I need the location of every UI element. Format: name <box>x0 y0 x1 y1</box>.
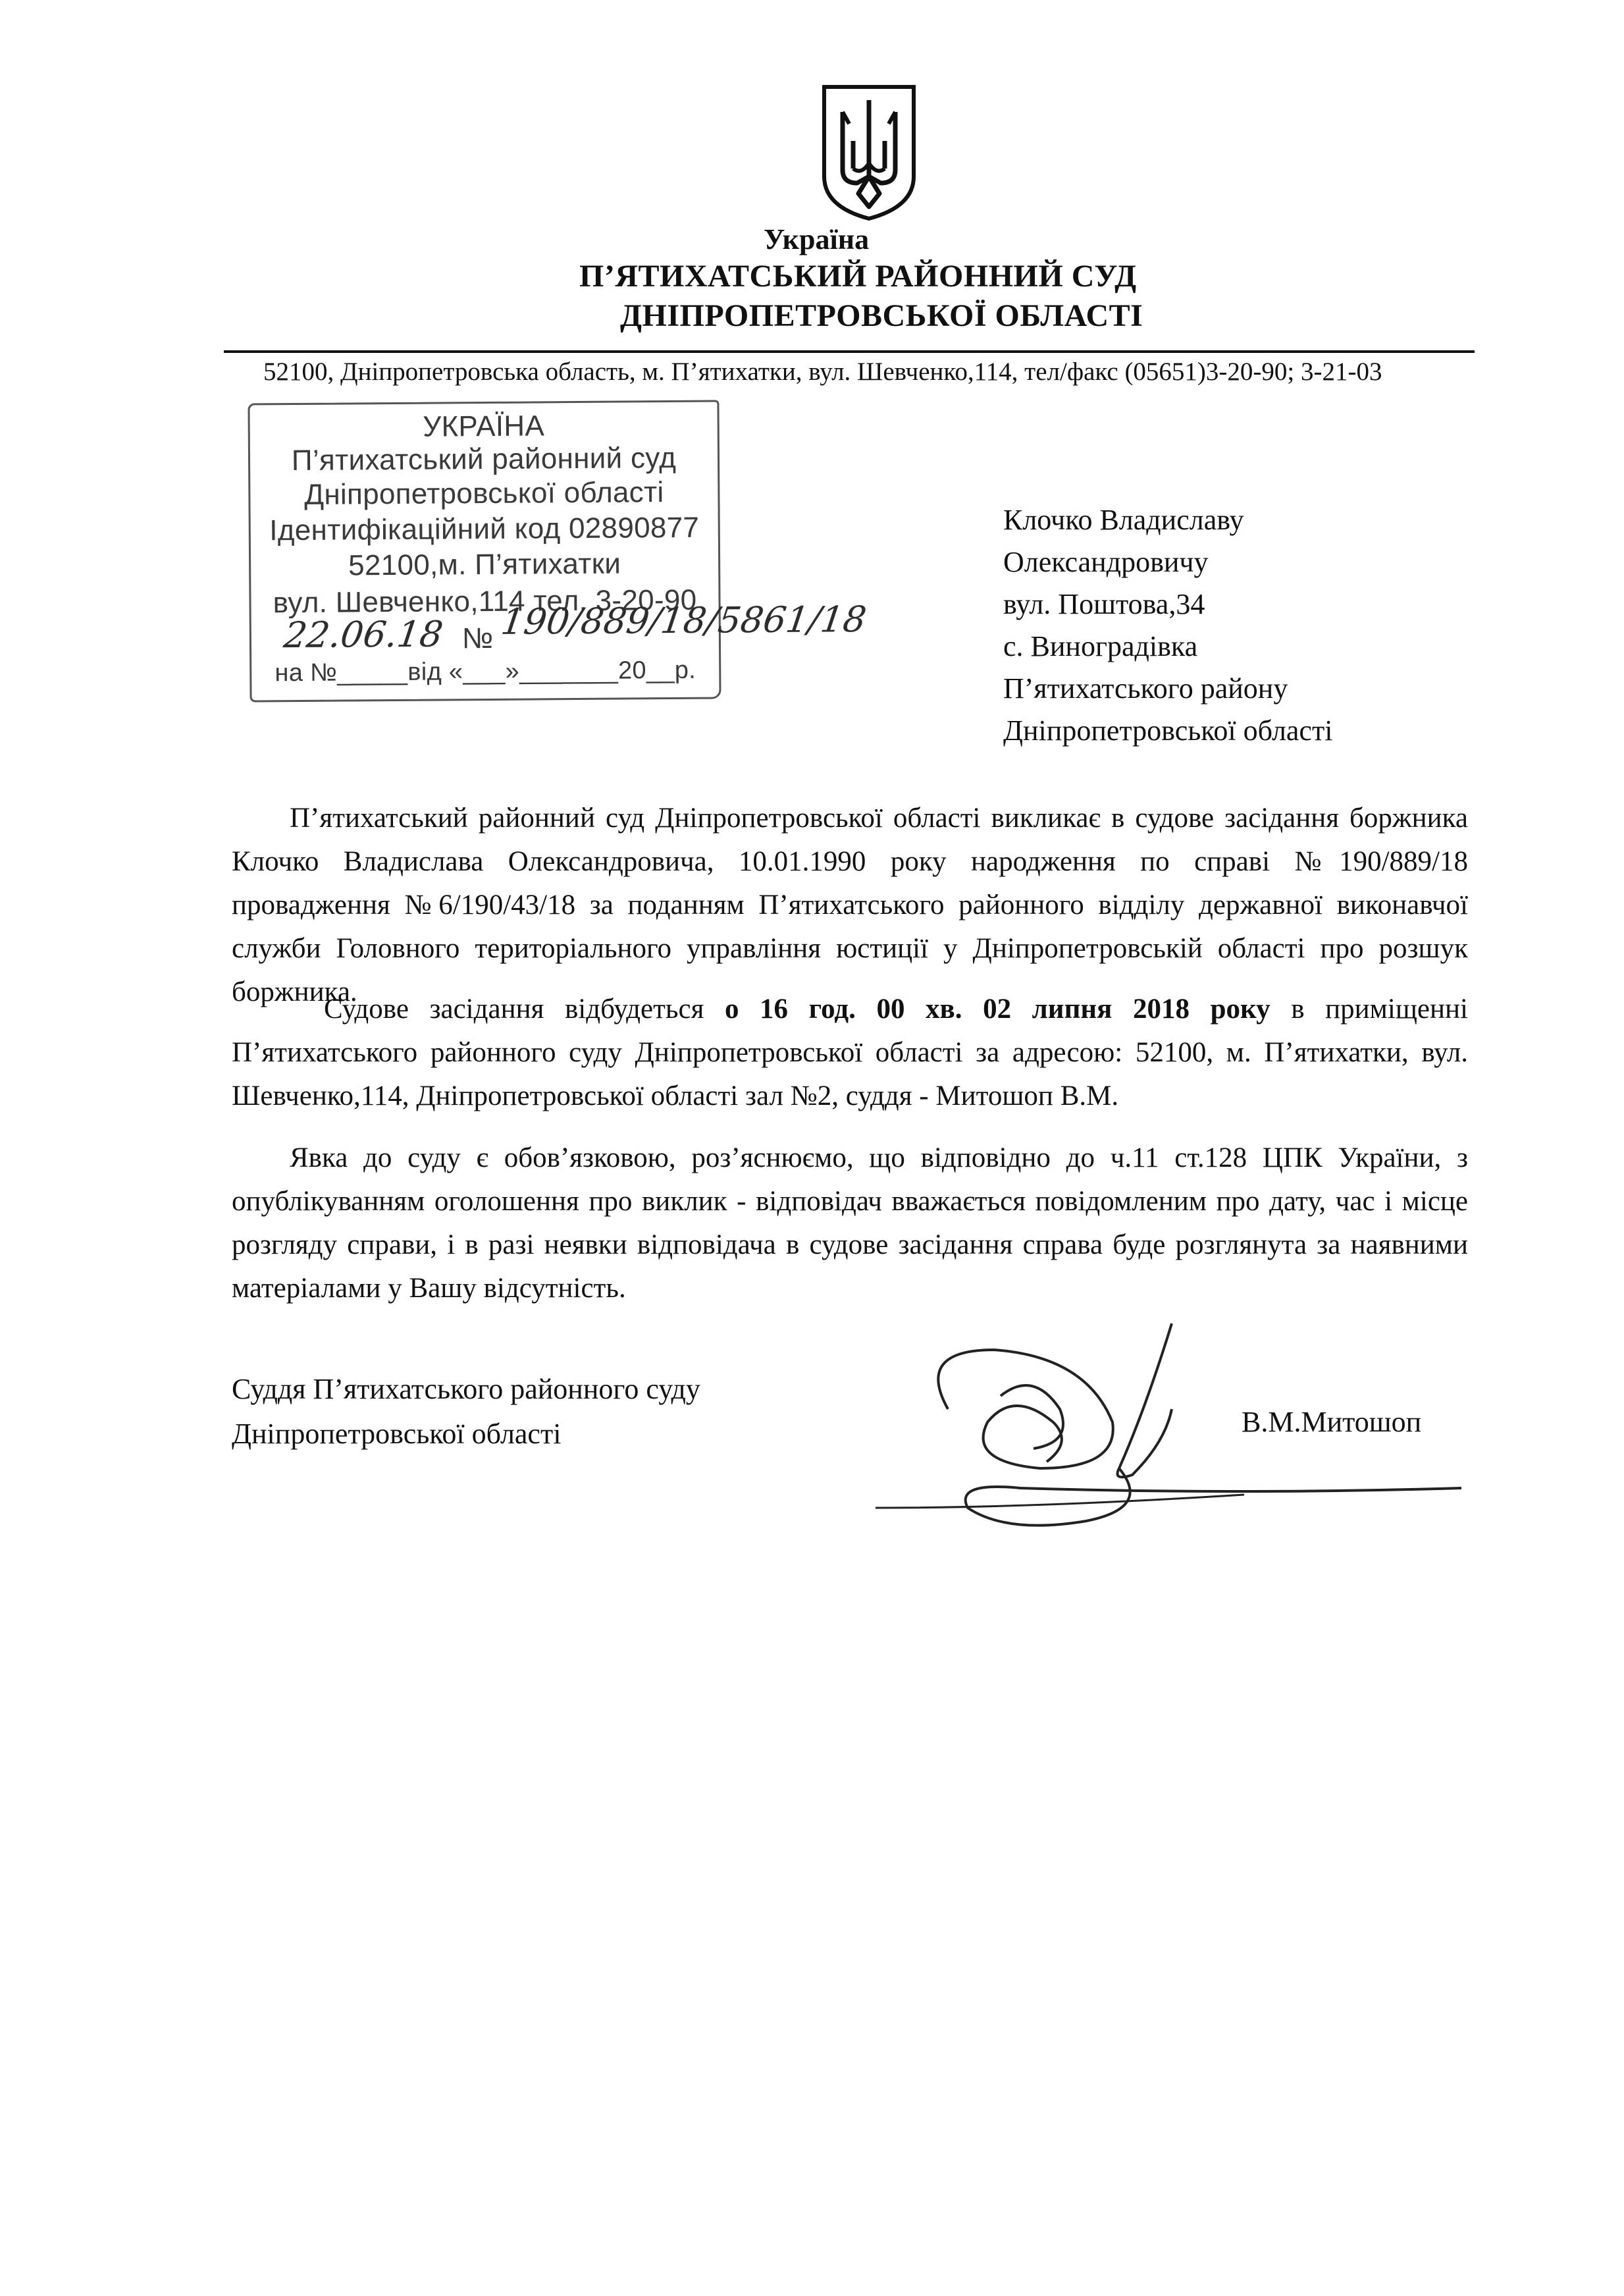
body-paragraph-1 <box>232 797 1468 1014</box>
recipient-line: Клочко Владиславу <box>1003 504 1244 536</box>
stamp-number-label: № <box>461 622 494 655</box>
recipient-line: вул. Поштова,34 <box>1003 588 1205 620</box>
paragraph-2-start: Судове засідання відбудеться <box>324 994 725 1025</box>
stamp-handwritten-date: 22.06.18 <box>281 613 446 656</box>
court-name-line2: ДНІПРОПЕТРОВСЬКОЇ ОБЛАСТІ <box>620 298 1143 333</box>
stamp-line-2: П’ятихатський районний суд <box>291 441 677 477</box>
paragraph-2-end: в приміщенні П’ятихатського районного суду Дніпропетровської області за адресою: 52100, м. П’ятихатки, вул. Шевченко,114, Дніпропетровської області зал №2, суддя - Митошоп В.М. <box>232 994 1468 1111</box>
recipient-line: с. Виноградівка <box>1003 630 1198 662</box>
stamp-line-8: на №_____від «___»_______20__р. <box>275 656 696 687</box>
coat-of-arms-icon <box>816 78 922 223</box>
judge-title-line2: Дніпропетровської області <box>232 1418 562 1450</box>
court-address: 52100, Дніпропетровська область, м. П’ятихатки, вул. Шевченко,114, тел/факс (05651)3-20-90; 3-21-03 <box>263 358 1382 386</box>
stamp-handwritten-number: 190/889/18/5861/18 <box>498 598 869 643</box>
body-paragraph-2 <box>232 988 1468 1118</box>
recipient-line: Олександровичу <box>1003 546 1209 578</box>
country-name: Україна <box>764 223 870 255</box>
judge-name: В.М.Митошоп <box>1242 1406 1422 1438</box>
registration-stamp <box>248 400 869 703</box>
court-name-line1: П’ЯТИХАТСЬКИЙ РАЙОННИЙ СУД <box>579 259 1137 294</box>
recipient-address <box>1003 499 1332 752</box>
header-divider <box>224 350 1475 353</box>
judge-title <box>232 1367 700 1456</box>
stamp-line-6: вул. Шевченко,114 тел. 3-20-90 <box>273 583 697 620</box>
judge-title-line1: Суддя П’ятихатського районного суду <box>232 1373 700 1405</box>
stamp-line-3: Дніпропетровської області <box>304 476 664 511</box>
paragraph-3-text: Явка до суду є обов’язковою, роз’яснюємо, що відповідно до ч.11 ст.128 ЦПК України, з опублікуванням оголошення про виклик - відповідач вважається повідомленим про дату, час і місце розгляду справи, і в разі неявки відповідача в судове засідання справа буде розглянута за наявними матеріалами у Вашу відсутність. <box>232 1142 1468 1304</box>
body-paragraph-3 <box>232 1136 1468 1310</box>
stamp-line-5: 52100,м. П’ятихатки <box>348 547 621 582</box>
recipient-line: Дніпропетровської області <box>1003 714 1333 747</box>
recipient-line: П’ятихатського району <box>1003 672 1288 705</box>
hearing-date-time: о 16 год. 00 хв. 02 липня 2018 року <box>724 994 1270 1025</box>
stamp-line-1: УКРАЇНА <box>423 410 545 443</box>
stamp-line-4: Ідентифікаційний код 02890877 <box>269 511 700 547</box>
paragraph-1-text: П’ятихатський районний суд Дніпропетровської області викликає в судове засідання боржника Клочко Владислава Олександровича, 10.01.1990 року народження по справі №190/889/18 провадження №6/190/43/18 за поданням П’ятихатського районного відділу державної виконавчої служби Головного територіального управління юстиції у Дніпропетровській області про розшук боржника. <box>232 803 1468 1007</box>
